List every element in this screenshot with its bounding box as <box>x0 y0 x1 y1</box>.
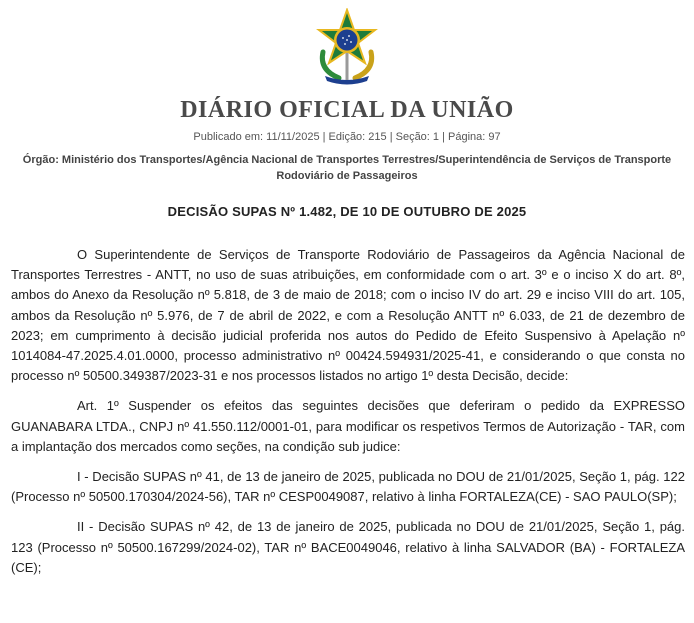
publication-info: Publicado em: 11/11/2025 | Edição: 215 | Seção: 1 | Página: 97 <box>193 131 501 143</box>
orgao-line: Órgão: Ministério dos Transportes/Agência Nacional de Transportes Terrestres/Superintendência de Serviços de Transporte Rodoviário de Passageiros <box>22 154 672 182</box>
page-title: DIÁRIO OFICIAL DA UNIÃO <box>180 97 514 123</box>
paragraph-item-ii: II - Decisão SUPAS nº 42, de 13 de janeiro de 2025, publicada no DOU de 21/01/2025, Seção 1, pág. 123 (Processo nº 50500.167299/2024-02), TAR nº BACE0049046, relativo à linha SALVADOR (BA) - FORTALEZA (CE); <box>11 519 685 575</box>
brazil-coat-of-arms-icon <box>313 8 381 86</box>
paragraph-article-1: Art. 1º Suspender os efeitos das seguintes decisões que deferiram o pedido da EXPRESSO GUANABARA LTDA., CNPJ nº 41.550.112/0001-01, para modificar os respetivos Termos de Autorização - TAR, com a implantação dos mercados como seções, na condição sub judice: <box>11 398 685 454</box>
decision-title: DECISÃO SUPAS Nº 1.482, DE 10 DE OUTUBRO DE 2025 <box>167 204 527 219</box>
paragraph-item-i: I - Decisão SUPAS nº 41, de 13 de janeiro de 2025, publicada no DOU de 21/01/2025, Seção 1, pág. 122 (Processo nº 50500.170304/2024-56), TAR nº CESP0049087, relativo à linha FORTALEZA(CE) - SAO PAULO(SP); <box>11 469 685 505</box>
decision-body <box>11 245 685 588</box>
paragraph-preamble: O Superintendente de Serviços de Transporte Rodoviário de Passageiros da Agência Nacional de Transportes Terrestres - ANTT, no uso de suas atribuições, em conformidade com o art. 3º e o inciso X do art. 8º, ambos do Anexo da Resolução nº 5.818, de 3 de maio de 2018; com o inciso IV do art. 29 e inciso VIII do art. 105, ambos da Resolução nº 5.976, de 7 de abril de 2022, e com a Resolução ANTT nº 6.033, de 21 de dezembro de 2023; em cumprimento à decisão judicial proferida nos autos do Pedido de Efeito Suspensivo à Apelação nº 1014084-47.2025.4.01.0000, processo administrativo nº 00424.594931/2025-41, e considerando o que consta no processo nº 50500.349387/2023-31 e nos processos listados no artigo 1º desta Decisão, decide: <box>11 247 685 384</box>
